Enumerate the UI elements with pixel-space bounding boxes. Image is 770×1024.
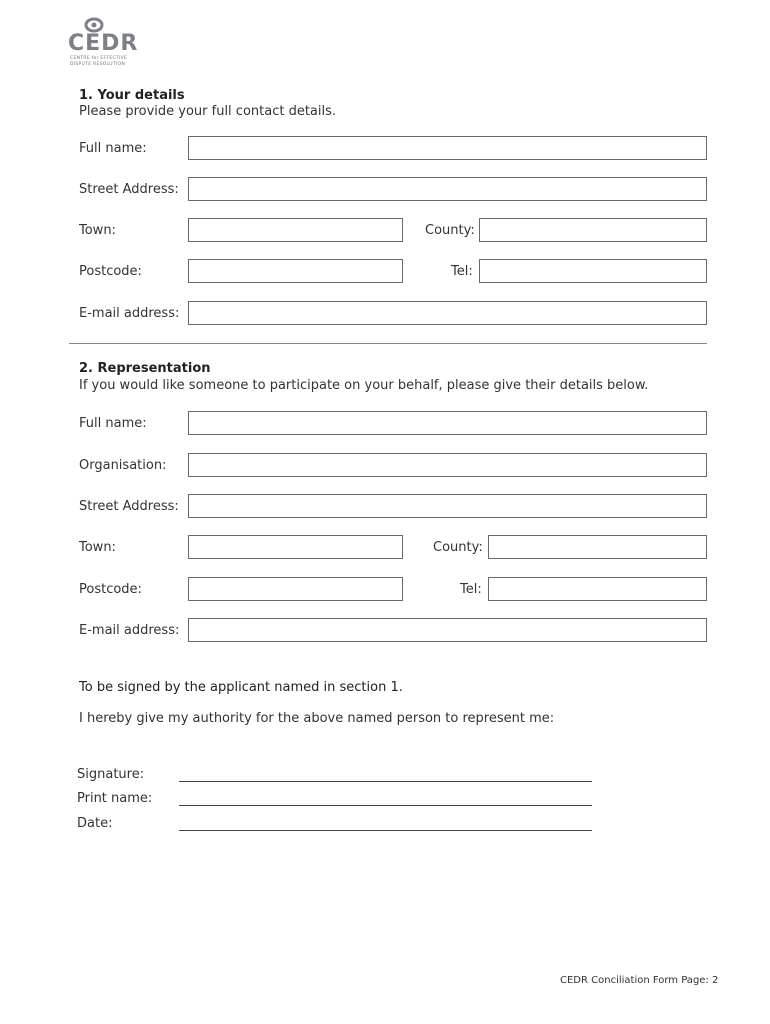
rep-town-field[interactable]	[188, 535, 403, 559]
email-label: E-mail address:	[79, 306, 180, 321]
section2-heading: 2. Representation	[79, 361, 211, 376]
logo-tagline-2: DISPUTE RESOLUTION	[70, 62, 126, 67]
street-address-label: Street Address:	[79, 182, 179, 197]
rep-street-address-label: Street Address:	[79, 499, 179, 514]
logo-name: CEDR	[68, 31, 139, 56]
cedr-logo	[68, 16, 138, 68]
rep-full-name-field[interactable]	[188, 411, 707, 435]
logo-tagline-1: CENTRE for EFFECTIVE	[70, 56, 128, 61]
section-divider	[69, 343, 707, 344]
print-name-line[interactable]	[179, 805, 592, 806]
rep-organisation-label: Organisation:	[79, 458, 167, 473]
signing-authority: I hereby give my authority for the above named person to represent me:	[79, 711, 555, 726]
rep-email-label: E-mail address:	[79, 623, 180, 638]
full-name-field[interactable]	[188, 136, 707, 160]
page-footer: CEDR Conciliation Form Page: 2	[560, 975, 719, 986]
rep-county-field[interactable]	[488, 535, 707, 559]
tel-field[interactable]	[479, 259, 707, 283]
signature-line[interactable]	[179, 781, 592, 782]
county-field[interactable]	[479, 218, 707, 242]
rep-tel-field[interactable]	[488, 577, 707, 601]
section1-heading: 1. Your details	[79, 88, 185, 103]
town-field[interactable]	[188, 218, 403, 242]
street-address-field[interactable]	[188, 177, 707, 201]
date-line[interactable]	[179, 830, 592, 831]
rep-postcode-field[interactable]	[188, 577, 403, 601]
postcode-field[interactable]	[188, 259, 403, 283]
tel-label: Tel:	[451, 264, 473, 279]
signature-label: Signature:	[77, 767, 145, 782]
rep-tel-label: Tel:	[460, 582, 482, 597]
rep-postcode-label: Postcode:	[79, 582, 142, 597]
section1-subheading: Please provide your full contact details.	[79, 104, 337, 119]
print-name-label: Print name:	[77, 791, 153, 806]
county-label: County:	[425, 223, 475, 238]
section2-subheading: If you would like someone to participate on your behalf, please give their details below.	[79, 378, 649, 393]
signing-heading: To be signed by the applicant named in section 1.	[79, 680, 403, 695]
rep-email-field[interactable]	[188, 618, 707, 642]
rep-organisation-field[interactable]	[188, 453, 707, 477]
email-field[interactable]	[188, 301, 707, 325]
town-label: Town:	[79, 223, 116, 238]
rep-full-name-label: Full name:	[79, 416, 147, 431]
rep-street-address-field[interactable]	[188, 494, 707, 518]
postcode-label: Postcode:	[79, 264, 142, 279]
full-name-label: Full name:	[79, 141, 147, 156]
rep-county-label: County:	[433, 540, 483, 555]
date-label: Date:	[77, 816, 113, 831]
rep-town-label: Town:	[79, 540, 116, 555]
